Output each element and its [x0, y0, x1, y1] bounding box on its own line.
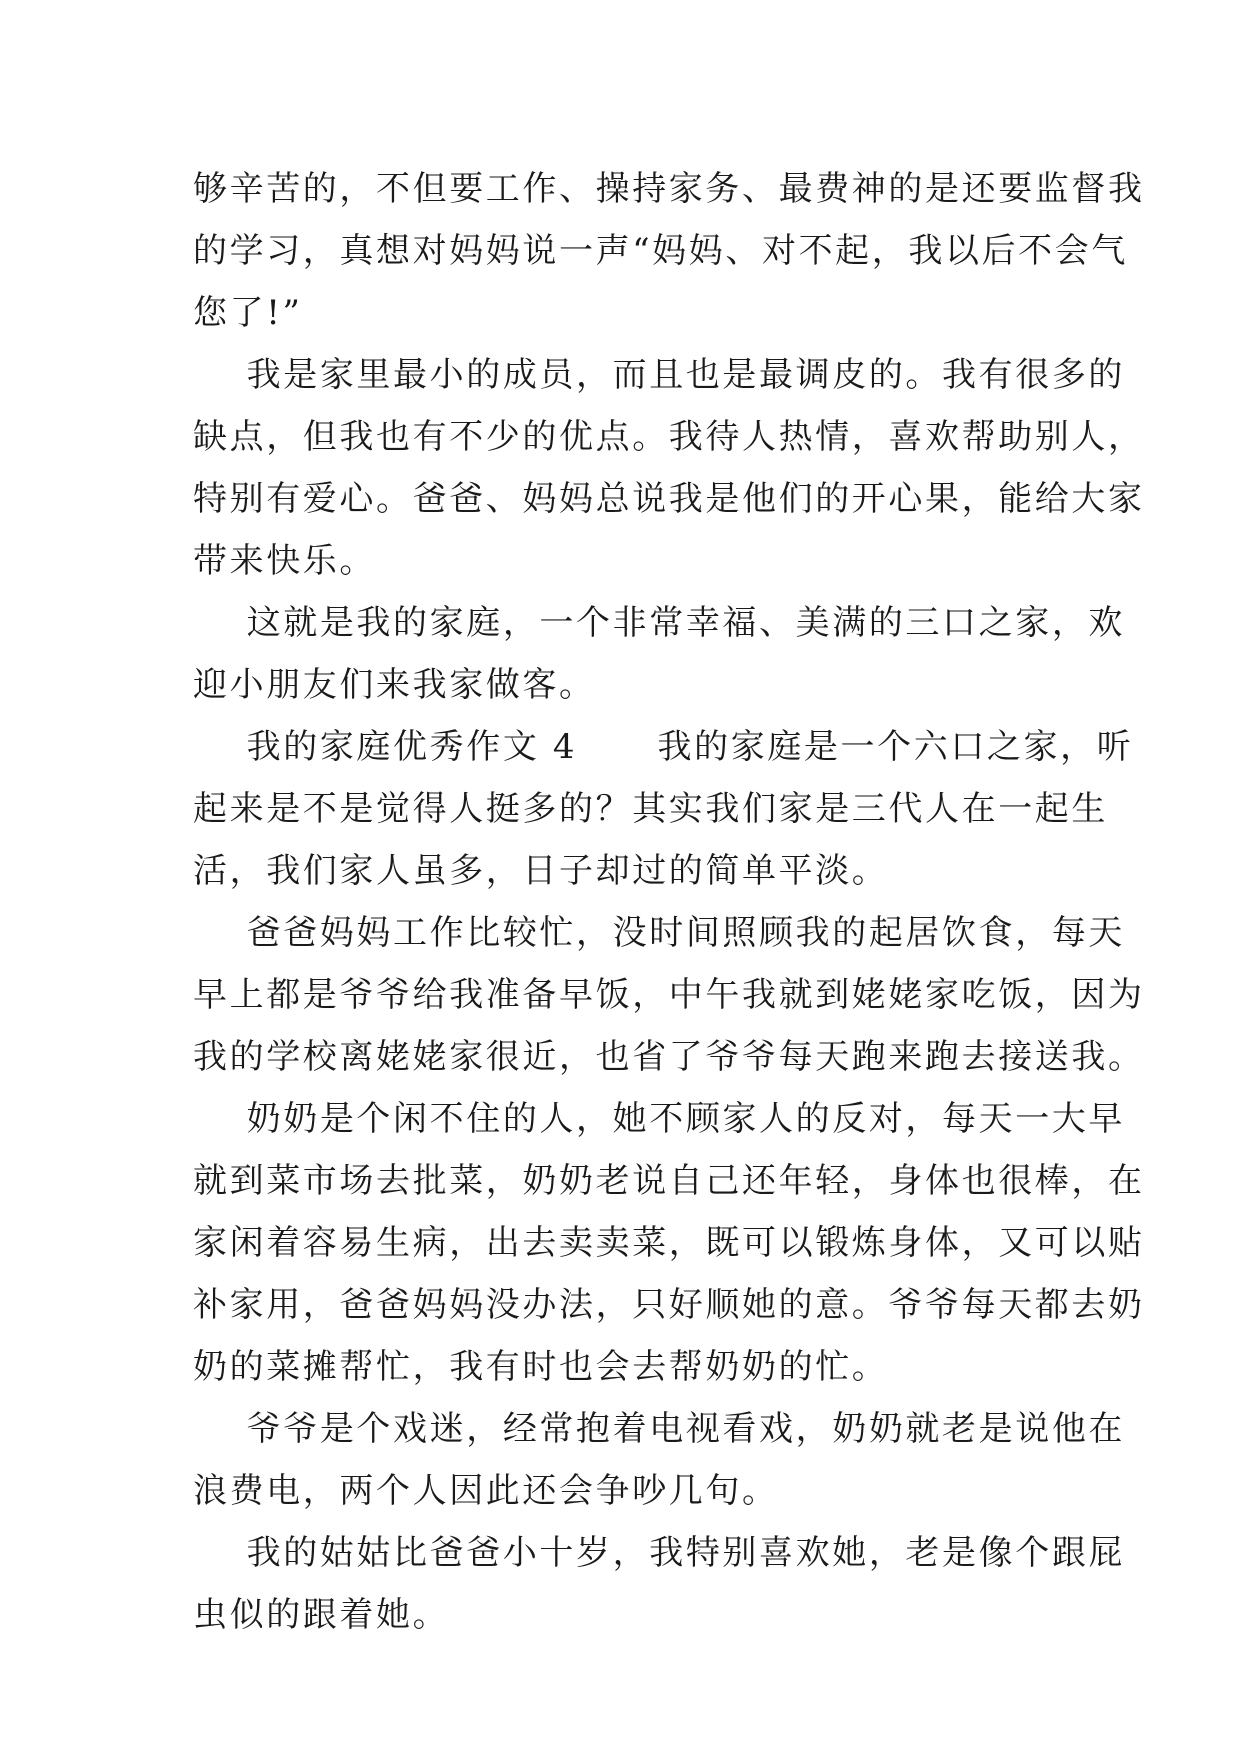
text-line: 家闲着容易生病，出去卖卖菜，既可以锻炼身体，又可以贴	[193, 1223, 1145, 1263]
document-body	[193, 158, 1145, 1646]
text-line: 我是家里最小的成员，而且也是最调皮的。我有很多的	[193, 355, 1126, 395]
text-line: 早上都是爷爷给我准备早饭，中午我就到姥姥家吃饭，因为	[193, 975, 1145, 1015]
text-line: 的学习，真想对妈妈说一声“妈妈、对不起，我以后不会气	[193, 231, 1128, 271]
text-line: 起来是不是觉得人挺多的？其实我们家是三代人在一起生	[193, 789, 1108, 829]
text-line: 够辛苦的，不但要工作、操持家务、最费神的是还要监督我	[193, 169, 1145, 209]
text-line: 奶奶是个闲不住的人，她不顾家人的反对，每天一大早	[193, 1099, 1126, 1139]
text-line: 您了!”	[193, 293, 303, 333]
text-line: 缺点，但我也有不少的优点。我待人热情，喜欢帮助别人，	[193, 417, 1145, 457]
text-line: 迎小朋友们来我家做客。	[193, 665, 596, 705]
text-line: 这就是我的家庭，一个非常幸福、美满的三口之家，欢	[193, 603, 1126, 643]
text-line: 奶的菜摊帮忙，我有时也会去帮奶奶的忙。	[193, 1347, 889, 1387]
text-line: 浪费电，两个人因此还会争吵几句。	[193, 1471, 779, 1511]
text-line: 就到菜市场去批菜，奶奶老说自己还年轻，身体也很棒，在	[193, 1161, 1145, 1201]
text-line: 带来快乐。	[193, 541, 376, 581]
text-line: 特别有爱心。爸爸、妈妈总说我是他们的开心果，能给大家	[193, 479, 1145, 519]
text-line: 爸爸妈妈工作比较忙，没时间照顾我的起居饮食，每天	[193, 913, 1126, 953]
text-line: 虫似的跟着她。	[193, 1595, 450, 1635]
text-line: 我的姑姑比爸爸小十岁，我特别喜欢她，老是像个跟屁	[193, 1533, 1126, 1573]
text-line: 我的家庭优秀作文 4 我的家庭是一个六口之家，听	[193, 727, 1134, 767]
text-line: 活，我们家人虽多，日子却过的简单平淡。	[193, 851, 889, 891]
text-line: 我的学校离姥姥家很近，也省了爷爷每天跑来跑去接送我。	[193, 1037, 1145, 1077]
text-line: 补家用，爸爸妈妈没办法，只好顺她的意。爷爷每天都去奶	[193, 1285, 1145, 1325]
text-line: 爷爷是个戏迷，经常抱着电视看戏，奶奶就老是说他在	[193, 1409, 1126, 1449]
